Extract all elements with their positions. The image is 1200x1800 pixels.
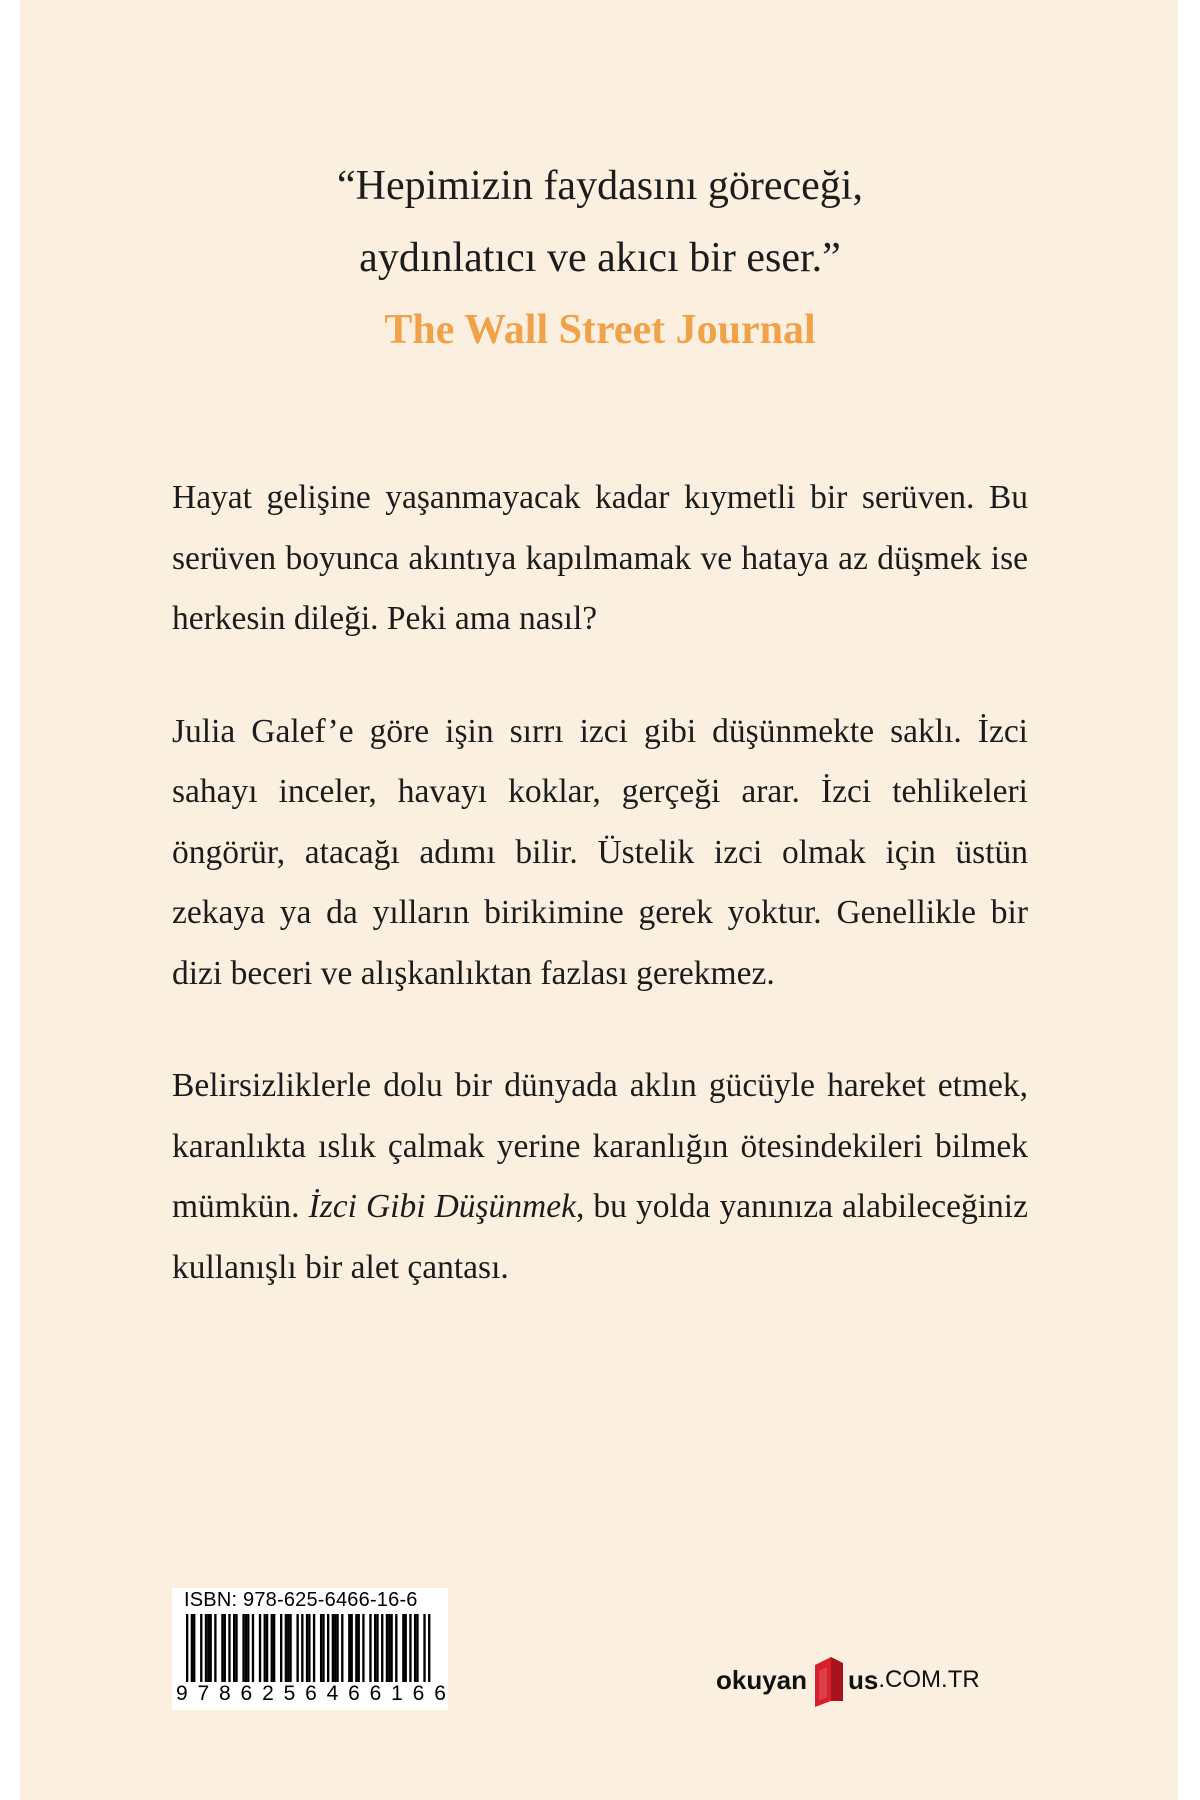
barcode-bar bbox=[207, 1614, 209, 1684]
barcode-digit: 1 bbox=[391, 1682, 403, 1705]
barcode-bar bbox=[336, 1614, 338, 1684]
barcode-bar bbox=[247, 1614, 249, 1684]
isbn-label: ISBN: 978-625-6466-16-6 bbox=[184, 1589, 418, 1611]
barcode-bar bbox=[416, 1614, 418, 1684]
barcode-digit: 4 bbox=[326, 1682, 339, 1705]
barcode-bar bbox=[228, 1614, 230, 1684]
barcode-bar bbox=[193, 1614, 195, 1684]
barcode-bar bbox=[273, 1614, 275, 1684]
barcode-bar bbox=[334, 1614, 336, 1684]
blurb-paragraph-3-start: Belirsizliklerle dolu bir dünyada aklın gücüyle hareket etmek, karanlıkta ıslık çalmak yerine karanlığın ötesindekileri bilmek mümkün. bbox=[172, 1067, 1028, 1225]
quote-line-2: aydınlatıcı ve akıcı bir eser.” bbox=[359, 235, 841, 281]
barcode-bar bbox=[287, 1614, 289, 1684]
barcode-digit: 6 bbox=[369, 1682, 382, 1705]
barcode-bar bbox=[224, 1614, 226, 1684]
endorsement-quote bbox=[20, 150, 1178, 366]
barcode-bar bbox=[405, 1614, 407, 1684]
barcode-digit: 9 bbox=[176, 1682, 188, 1705]
publisher-name-part-2: us bbox=[848, 1664, 879, 1695]
barcode-bar bbox=[242, 1614, 244, 1684]
barcode-bar bbox=[341, 1614, 343, 1684]
barcode-bar bbox=[409, 1614, 411, 1684]
barcode-digit: 6 bbox=[240, 1682, 253, 1705]
blurb-paragraph-3 bbox=[172, 1056, 1028, 1298]
barcode-bar bbox=[402, 1614, 404, 1684]
barcode-bar bbox=[327, 1614, 329, 1684]
barcode-bar bbox=[308, 1614, 310, 1684]
barcode-bar bbox=[388, 1614, 390, 1684]
barcode-bar bbox=[210, 1614, 212, 1684]
barcode-bar bbox=[221, 1614, 223, 1684]
barcode-bar bbox=[266, 1614, 268, 1684]
blurb-text bbox=[172, 468, 1028, 1350]
publisher-name-part-1: okuyan bbox=[716, 1664, 808, 1695]
barcode-digit: 5 bbox=[283, 1682, 296, 1705]
barcode-bar bbox=[259, 1614, 261, 1684]
barcode-digit: 6 bbox=[434, 1682, 446, 1705]
barcode-digit: 8 bbox=[219, 1682, 231, 1705]
barcode-bar bbox=[233, 1614, 235, 1684]
barcode-bar bbox=[214, 1614, 216, 1684]
barcode-digit: 2 bbox=[262, 1682, 274, 1705]
barcode-bar bbox=[332, 1614, 334, 1684]
blurb-paragraph-2: Julia Galef’e göre işin sırrı izci gibi düşünmekte saklı. İzci sahayı inceler, havayı koklar, gerçeği arar. İzci tehlikeleri öngörür, atacağı adımı bilir. Üstelik izci olmak için üstün zekaya ya da yılların birikimine gerek yoktur. Genellikle bir dizi beceri ve alışkanlıktan fazlası gerekmez. bbox=[172, 712, 1028, 992]
barcode-bar bbox=[235, 1614, 237, 1684]
barcode-bar bbox=[390, 1614, 392, 1684]
barcode-bar bbox=[386, 1614, 388, 1684]
barcode-bar bbox=[301, 1614, 303, 1684]
barcode-bar bbox=[414, 1614, 416, 1684]
barcode-bar bbox=[296, 1614, 298, 1684]
blurb-paragraph-3-end: , bu yolda yanınıza alabileceğiniz kullanışlı bir alet çantası. bbox=[172, 1188, 1028, 1286]
barcode-bar bbox=[200, 1614, 202, 1684]
barcode-digit: 7 bbox=[197, 1682, 210, 1705]
isbn-barcode bbox=[172, 1588, 448, 1710]
barcode-bar bbox=[381, 1614, 383, 1684]
barcode-digit: 6 bbox=[412, 1682, 425, 1705]
barcode-bar bbox=[285, 1614, 287, 1684]
barcode-bar bbox=[358, 1614, 360, 1684]
publisher-domain: .COM.TR bbox=[878, 1666, 980, 1693]
barcode-bar bbox=[252, 1614, 254, 1684]
blurb-paragraph-1: Hayat gelişine yaşanmayacak kadar kıymetli bir serüven. Bu serüven boyunca akıntıya kapılmamak ve hataya az düşmek ise herkesin dileği. Peki ama nasıl? bbox=[172, 479, 1028, 637]
book-back-cover bbox=[20, 0, 1178, 1800]
quote-source: The Wall Street Journal bbox=[384, 307, 816, 353]
barcode-bar bbox=[289, 1614, 291, 1684]
quote-line-1: “Hepimizin faydasını göreceği, bbox=[337, 163, 863, 209]
barcode-bar bbox=[245, 1614, 247, 1684]
barcode-bar bbox=[355, 1614, 357, 1684]
barcode-bar bbox=[280, 1614, 282, 1684]
barcode-bar bbox=[306, 1614, 308, 1684]
barcode-bar bbox=[376, 1614, 378, 1684]
barcode-bar bbox=[369, 1614, 371, 1684]
book-title-italic: İzci Gibi Düşünmek bbox=[308, 1188, 576, 1225]
barcode-bar bbox=[271, 1614, 273, 1684]
barcode-bar bbox=[205, 1614, 207, 1684]
barcode-bar bbox=[322, 1614, 324, 1684]
publisher-logo bbox=[716, 1650, 980, 1710]
barcode-bar bbox=[395, 1614, 397, 1684]
barcode-bar bbox=[351, 1614, 353, 1684]
barcode-digits bbox=[176, 1682, 446, 1706]
barcode-bar bbox=[374, 1614, 376, 1684]
barcode-digit: 6 bbox=[348, 1682, 360, 1705]
barcode-bar bbox=[264, 1614, 266, 1684]
open-book-mark-icon bbox=[811, 1651, 845, 1709]
barcode-bar bbox=[362, 1614, 364, 1684]
barcode-bar bbox=[348, 1614, 350, 1684]
barcode-digit: 6 bbox=[305, 1682, 317, 1705]
